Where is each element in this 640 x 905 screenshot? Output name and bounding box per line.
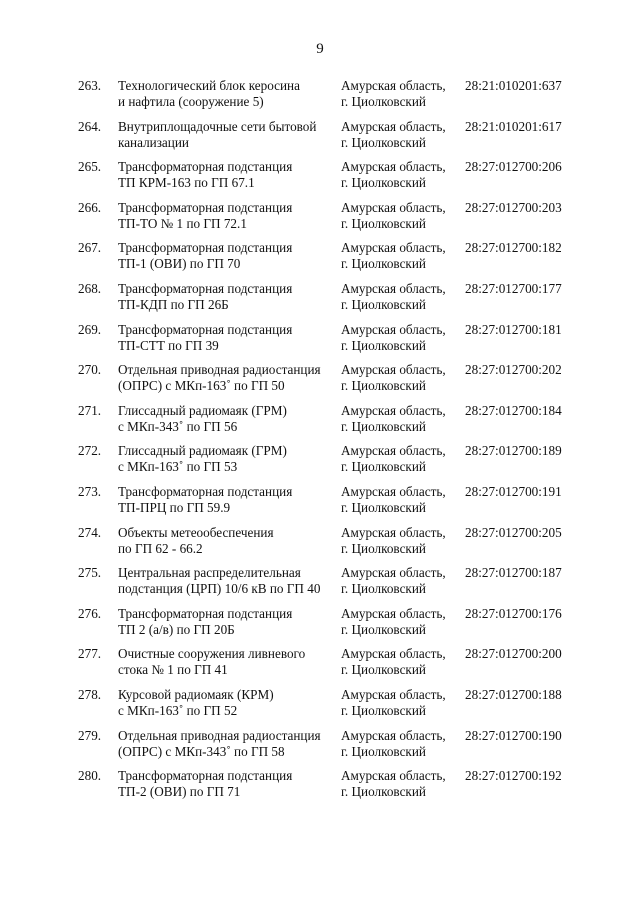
location-line: Амурская область, xyxy=(341,402,446,418)
object-name xyxy=(118,240,340,272)
list-item xyxy=(0,687,640,728)
cadastral-number: 28:27:012700:188 xyxy=(465,686,562,702)
item-number: 270. xyxy=(78,362,102,378)
object-name xyxy=(118,119,340,151)
location-line: г. Циолковский xyxy=(341,215,426,231)
object-name-line: подстанция (ЦРП) 10/6 кВ по ГП 40 xyxy=(118,581,321,597)
item-number: 271. xyxy=(78,402,102,418)
location-line: Амурская область, xyxy=(341,362,446,378)
object-name xyxy=(118,606,340,638)
item-number: 272. xyxy=(78,443,102,459)
list-item xyxy=(0,646,640,687)
object-location xyxy=(341,403,461,435)
location-line: г. Циолковский xyxy=(341,94,426,109)
object-name-line: Трансформаторная подстанция xyxy=(118,321,293,337)
list-item xyxy=(0,281,640,322)
object-name-line: стока № 1 по ГП 41 xyxy=(118,662,228,678)
cadastral-number: 28:21:010201:637 xyxy=(465,78,562,93)
object-location xyxy=(341,443,461,475)
object-location xyxy=(341,484,461,516)
object-name-line: с МКп-163˚ по ГП 53 xyxy=(118,459,238,475)
item-number: 278. xyxy=(78,686,102,702)
list-item xyxy=(0,119,640,160)
object-location xyxy=(341,200,461,232)
object-name-line: Трансформаторная подстанция xyxy=(118,483,293,499)
object-name-line: Трансформаторная подстанция xyxy=(118,280,293,296)
object-location xyxy=(341,119,461,151)
object-name-line: Отдельная приводная радиостанция xyxy=(118,727,321,743)
object-name-line: Курсовой радиомаяк (КРМ) xyxy=(118,686,274,702)
object-name xyxy=(118,565,340,597)
list-item xyxy=(0,159,640,200)
object-name-line: Трансформаторная подстанция xyxy=(118,240,293,256)
cadastral-number: 28:27:012700:192 xyxy=(465,768,562,784)
list-item xyxy=(0,525,640,566)
object-name-line: ТП-1 (ОВИ) по ГП 70 xyxy=(118,256,241,272)
object-name-line: Глиссадный радиомаяк (ГРМ) xyxy=(118,443,287,459)
item-number: 275. xyxy=(78,565,102,581)
location-line: Амурская область, xyxy=(341,321,446,337)
cadastral-number: 28:27:012700:187 xyxy=(465,565,562,581)
object-name-line: Объекты метеообеспечения xyxy=(118,524,274,540)
object-location xyxy=(341,687,461,719)
location-line: г. Циолковский xyxy=(341,743,426,759)
object-name-line: и нафтила (сооружение 5) xyxy=(118,94,264,109)
item-number: 263. xyxy=(78,78,102,93)
location-line: Амурская область, xyxy=(341,646,446,662)
location-line: г. Циолковский xyxy=(341,784,426,800)
object-name-line: ТП 2 (а/в) по ГП 20Б xyxy=(118,621,235,637)
object-name xyxy=(118,78,340,110)
location-line: Амурская область, xyxy=(341,524,446,540)
object-name-line: ТП-ПРЦ по ГП 59.9 xyxy=(118,499,231,515)
location-line: Амурская область, xyxy=(341,159,446,175)
list-item xyxy=(0,240,640,281)
location-line: Амурская область, xyxy=(341,768,446,784)
item-number: 277. xyxy=(78,646,102,662)
location-line: г. Циолковский xyxy=(341,378,426,394)
location-line: Амурская область, xyxy=(341,199,446,215)
list-item xyxy=(0,606,640,647)
object-location xyxy=(341,565,461,597)
list-item xyxy=(0,403,640,444)
location-line: г. Циолковский xyxy=(341,134,426,150)
object-name xyxy=(118,728,340,760)
object-location xyxy=(341,281,461,313)
object-name-line: Трансформаторная подстанция xyxy=(118,768,293,784)
item-number: 267. xyxy=(78,240,102,256)
object-name-line: по ГП 62 - 66.2 xyxy=(118,540,203,556)
object-name-line: Трансформаторная подстанция xyxy=(118,159,293,175)
object-name xyxy=(118,484,340,516)
object-location xyxy=(341,606,461,638)
location-line: Амурская область, xyxy=(341,727,446,743)
item-number: 274. xyxy=(78,524,102,540)
location-line: г. Циолковский xyxy=(341,175,426,191)
object-name xyxy=(118,200,340,232)
location-line: Амурская область, xyxy=(341,443,446,459)
list-item xyxy=(0,322,640,363)
item-number: 280. xyxy=(78,768,102,784)
object-location xyxy=(341,768,461,800)
object-name-line: канализации xyxy=(118,134,189,150)
cadastral-number: 28:27:012700:205 xyxy=(465,524,562,540)
location-line: Амурская область, xyxy=(341,78,446,93)
location-line: г. Циолковский xyxy=(341,296,426,312)
object-location xyxy=(341,159,461,191)
item-number: 265. xyxy=(78,159,102,175)
location-line: г. Циолковский xyxy=(341,540,426,556)
object-name-line: (ОПРС) с МКп-343˚ по ГП 58 xyxy=(118,743,285,759)
cadastral-number: 28:27:012700:190 xyxy=(465,727,562,743)
item-number: 266. xyxy=(78,199,102,215)
location-line: Амурская область, xyxy=(341,118,446,134)
object-name-line: ТП-2 (ОВИ) по ГП 71 xyxy=(118,784,241,800)
location-line: Амурская область, xyxy=(341,686,446,702)
object-name-line: Трансформаторная подстанция xyxy=(118,605,293,621)
cadastral-number: 28:27:012700:191 xyxy=(465,483,562,499)
object-name-line: Центральная распределительная xyxy=(118,565,301,581)
object-location xyxy=(341,78,461,110)
cadastral-number: 28:27:012700:177 xyxy=(465,280,562,296)
cadastral-number: 28:27:012700:176 xyxy=(465,605,562,621)
object-name xyxy=(118,443,340,475)
object-name xyxy=(118,646,340,678)
item-number: 269. xyxy=(78,321,102,337)
object-location xyxy=(341,646,461,678)
list-item xyxy=(0,200,640,241)
item-number: 273. xyxy=(78,483,102,499)
cadastral-number: 28:27:012700:181 xyxy=(465,321,562,337)
object-name-line: Внутриплощадочные сети бытовой xyxy=(118,118,317,134)
object-name xyxy=(118,322,340,354)
location-line: г. Циолковский xyxy=(341,581,426,597)
list-item xyxy=(0,362,640,403)
list-item xyxy=(0,484,640,525)
list-item xyxy=(0,728,640,769)
object-name-line: Глиссадный радиомаяк (ГРМ) xyxy=(118,402,287,418)
list-item xyxy=(0,768,640,809)
object-name-line: Технологический блок керосина xyxy=(118,78,300,93)
object-name-line: Очистные сооружения ливневого xyxy=(118,646,306,662)
location-line: г. Циолковский xyxy=(341,418,426,434)
location-line: г. Циолковский xyxy=(341,499,426,515)
location-line: Амурская область, xyxy=(341,483,446,499)
location-line: г. Циолковский xyxy=(341,459,426,475)
object-location xyxy=(341,240,461,272)
cadastral-number: 28:21:010201:617 xyxy=(465,118,562,134)
cadastral-number: 28:27:012700:203 xyxy=(465,199,562,215)
object-name-line: ТП-ТО № 1 по ГП 72.1 xyxy=(118,215,247,231)
object-name-line: ТП-КДП по ГП 26Б xyxy=(118,296,229,312)
object-name-line: ТП-СТТ по ГП 39 xyxy=(118,337,219,353)
object-name-line: Отдельная приводная радиостанция xyxy=(118,362,321,378)
location-line: Амурская область, xyxy=(341,605,446,621)
cadastral-number: 28:27:012700:182 xyxy=(465,240,562,256)
item-number: 268. xyxy=(78,280,102,296)
object-name xyxy=(118,687,340,719)
location-line: г. Циолковский xyxy=(341,662,426,678)
cadastral-number: 28:27:012700:189 xyxy=(465,443,562,459)
object-location xyxy=(341,728,461,760)
object-name-line: с МКп-163˚ по ГП 52 xyxy=(118,702,238,718)
object-name xyxy=(118,403,340,435)
object-name-line: (ОПРС) с МКп-163˚ по ГП 50 xyxy=(118,378,285,394)
cadastral-number: 28:27:012700:206 xyxy=(465,159,562,175)
object-name-line: Трансформаторная подстанция xyxy=(118,199,293,215)
location-line: Амурская область, xyxy=(341,565,446,581)
object-name-line: ТП КРМ-163 по ГП 67.1 xyxy=(118,175,255,191)
location-line: г. Циолковский xyxy=(341,702,426,718)
page-number: 9 xyxy=(316,41,324,57)
location-line: г. Циолковский xyxy=(341,337,426,353)
list-item xyxy=(0,78,640,119)
location-line: г. Циолковский xyxy=(341,621,426,637)
cadastral-number: 28:27:012700:200 xyxy=(465,646,562,662)
object-location xyxy=(341,525,461,557)
item-number: 264. xyxy=(78,118,102,134)
object-name xyxy=(118,362,340,394)
cadastral-number: 28:27:012700:184 xyxy=(465,402,562,418)
cadastral-number: 28:27:012700:202 xyxy=(465,362,562,378)
item-number: 276. xyxy=(78,605,102,621)
object-name xyxy=(118,281,340,313)
object-name xyxy=(118,768,340,800)
object-list xyxy=(0,78,640,809)
list-item xyxy=(0,565,640,606)
object-name-line: с МКп-343˚ по ГП 56 xyxy=(118,418,238,434)
object-location xyxy=(341,322,461,354)
object-name xyxy=(118,525,340,557)
item-number: 279. xyxy=(78,727,102,743)
list-item xyxy=(0,443,640,484)
location-line: Амурская область, xyxy=(341,280,446,296)
object-name xyxy=(118,159,340,191)
location-line: г. Циолковский xyxy=(341,256,426,272)
location-line: Амурская область, xyxy=(341,240,446,256)
object-location xyxy=(341,362,461,394)
